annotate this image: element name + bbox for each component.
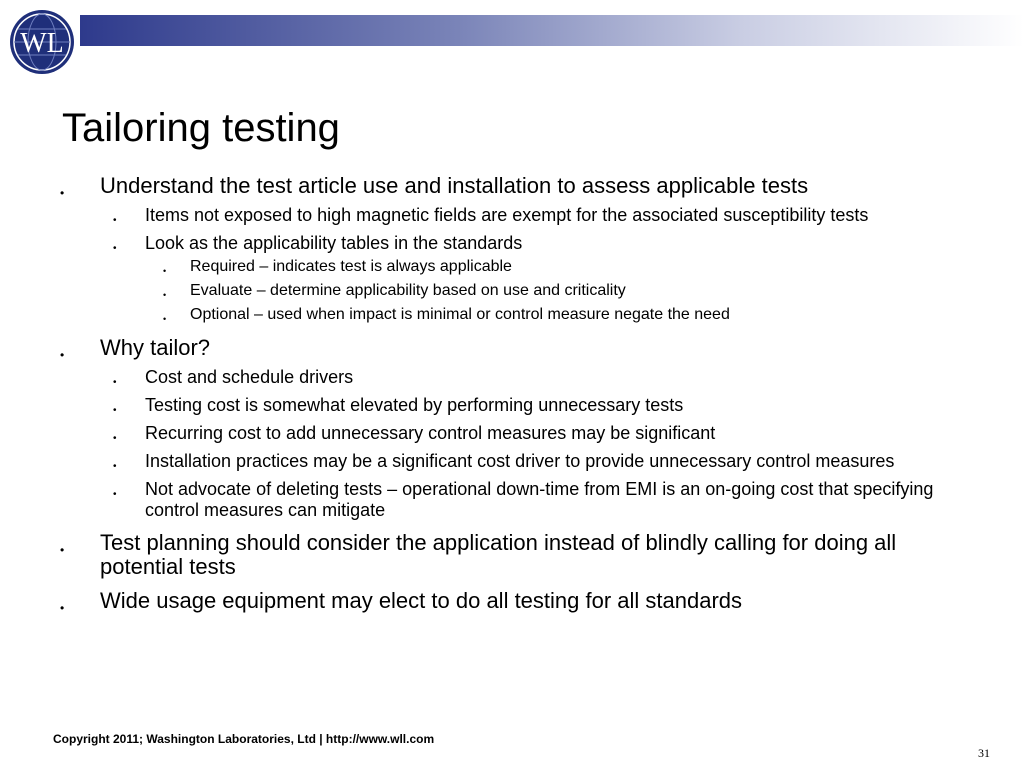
bullet-item-level-2 (60, 479, 960, 521)
slide-title: Tailoring testing (62, 106, 340, 150)
bullet-marker: • (113, 405, 117, 416)
bullet-item-level-1 (60, 589, 960, 613)
bullet-marker: • (113, 243, 117, 254)
bullet-item-level-2 (60, 395, 960, 416)
bullet-marker: • (113, 215, 117, 226)
bullet-text: Items not exposed to high magnetic fields are exempt for the associated susceptibility tests (145, 205, 869, 225)
bullet-marker: • (60, 601, 65, 615)
bullet-marker: • (163, 290, 167, 300)
bullet-text: Recurring cost to add unnecessary control measures may be significant (145, 423, 716, 443)
bullet-item-level-1 (60, 174, 960, 198)
bullet-text: Why tailor? (100, 335, 211, 360)
bullet-marker: • (163, 266, 167, 276)
bullet-marker: • (113, 377, 117, 388)
bullet-text: Understand the test article use and installation to assess applicable tests (100, 173, 809, 198)
wll-logo (9, 9, 75, 75)
bullet-text: Look as the applicability tables in the standards (145, 233, 523, 253)
bullet-text: Wide usage equipment may elect to do all testing for all standards (100, 588, 743, 613)
bullet-item-level-3 (60, 256, 960, 278)
bullet-text: Testing cost is somewhat elevated by performing unnecessary tests (145, 395, 684, 415)
bullet-marker: • (113, 489, 117, 500)
bullet-marker: • (60, 348, 65, 362)
page-number: 31 (978, 746, 990, 760)
bullet-item-level-2 (60, 233, 960, 254)
bullet-item-level-2 (60, 205, 960, 226)
bullet-item-level-3 (60, 280, 960, 302)
bullet-marker: • (113, 433, 117, 444)
bullet-text: Cost and schedule drivers (145, 367, 354, 387)
bullet-text: Optional – used when impact is minimal or control measure negate the need (190, 306, 730, 323)
copyright-footer: Copyright 2011; Washington Laboratories, Ltd | http://www.wll.com (53, 732, 435, 746)
bullet-text: Not advocate of deleting tests – operational down-time from EMI is an on-going cost that specifying control measures can mitigate (145, 479, 934, 520)
bullet-item-level-1 (60, 531, 960, 579)
svg-text:WL: WL (20, 28, 64, 59)
bullet-text: Required – indicates test is always applicable (190, 258, 512, 275)
bullet-marker: • (113, 461, 117, 472)
bullet-item-level-1 (60, 336, 960, 360)
bullet-marker: • (60, 543, 65, 557)
bullet-text: Evaluate – determine applicability based on use and criticality (190, 282, 626, 299)
bullet-marker: • (60, 186, 65, 200)
bullet-text: Test planning should consider the application instead of blindly calling for doing all potential tests (100, 530, 897, 579)
bullet-item-level-2 (60, 451, 960, 472)
header-gradient-band (80, 15, 1024, 46)
bullet-marker: • (163, 314, 167, 324)
bullet-item-level-3 (60, 304, 960, 326)
bullet-item-level-2 (60, 423, 960, 444)
bullet-item-level-2 (60, 367, 960, 388)
bullet-text: Installation practices may be a significant cost driver to provide unnecessary control measures (145, 451, 895, 471)
bullet-list (60, 174, 960, 613)
